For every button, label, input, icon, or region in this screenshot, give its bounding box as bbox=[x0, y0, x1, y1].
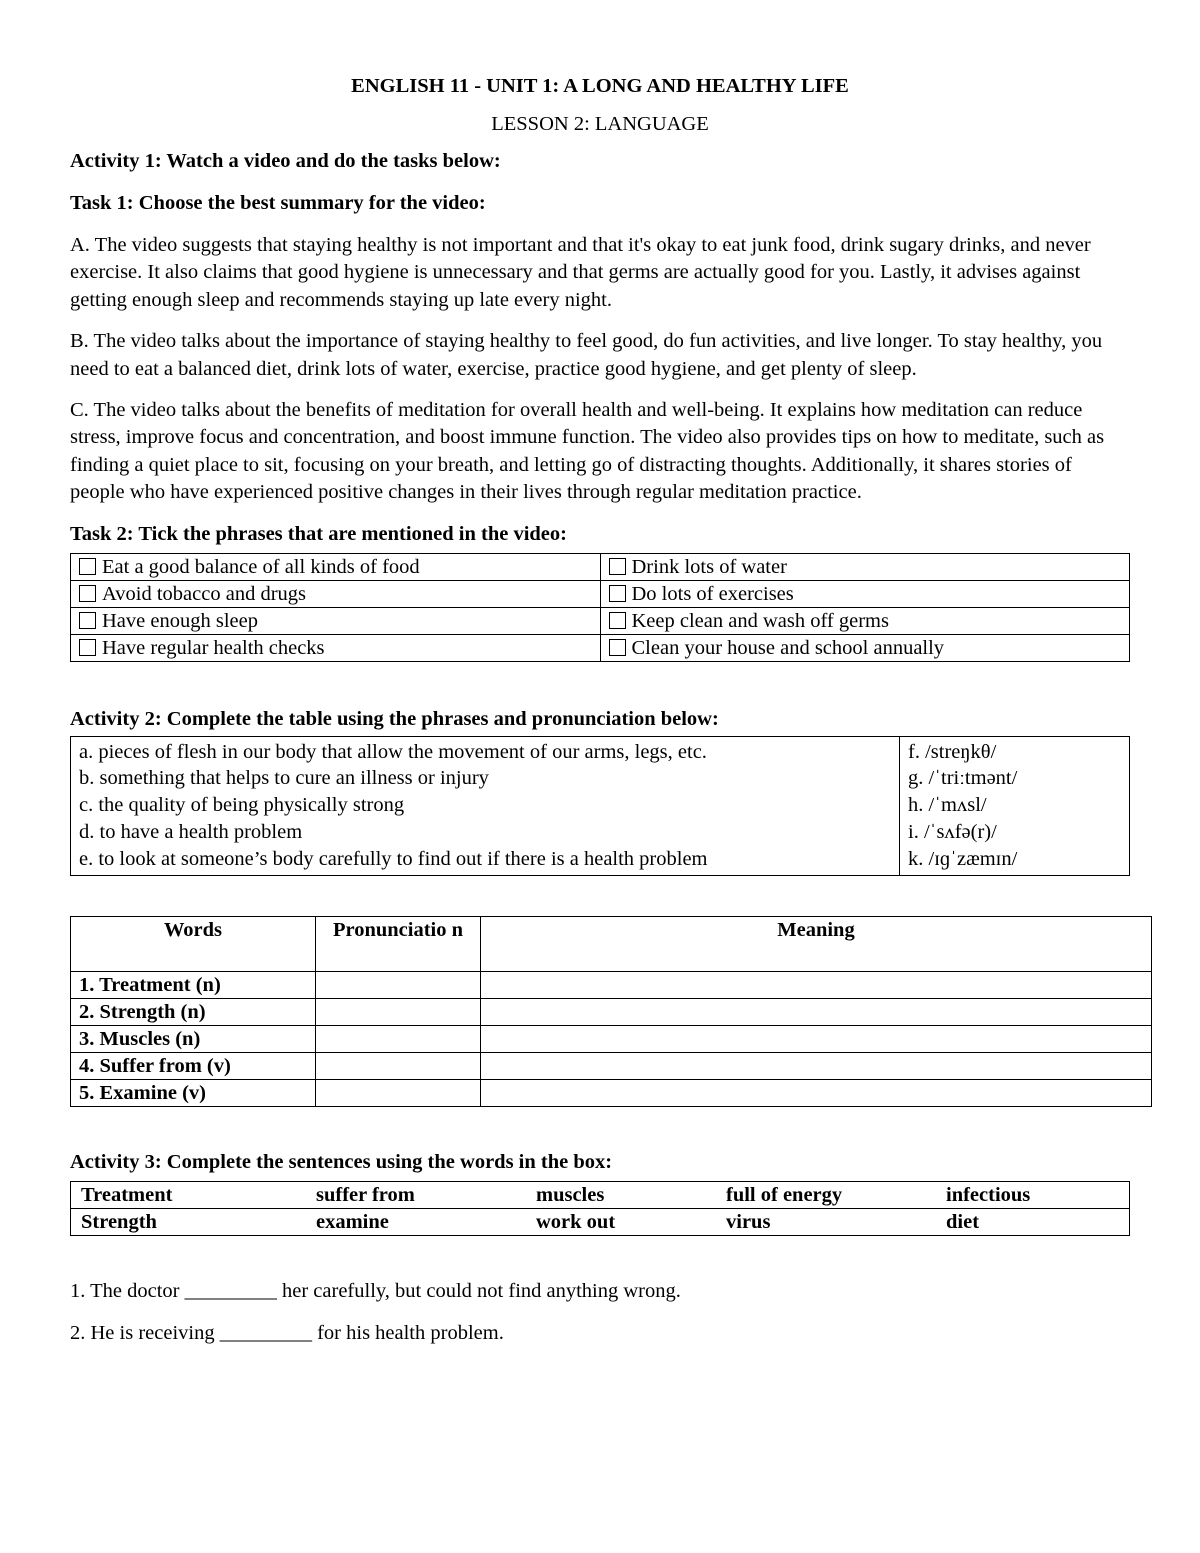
checkbox-icon[interactable] bbox=[79, 639, 96, 656]
tick-cell[interactable] bbox=[600, 553, 1130, 580]
activity1-heading: Activity 1: Watch a video and do the tasks below: bbox=[70, 150, 501, 172]
box-word: Treatment bbox=[81, 1183, 173, 1206]
word-box bbox=[70, 1181, 1130, 1236]
word-cell: 2. Strength (n) bbox=[71, 998, 316, 1025]
pronunciation-cell[interactable] bbox=[316, 998, 481, 1025]
table-row bbox=[71, 634, 1130, 661]
table-row bbox=[71, 1208, 1130, 1235]
pronunciation-item: h. /ˈmʌsl/ bbox=[908, 794, 987, 817]
pronunciation-list bbox=[900, 736, 1130, 875]
pronunciation-cell[interactable] bbox=[316, 1079, 481, 1106]
activity3-heading: Activity 3: Complete the sentences using the words in the box: bbox=[70, 1150, 613, 1173]
word-cell: 5. Examine (v) bbox=[71, 1079, 316, 1106]
table-row bbox=[71, 553, 1130, 580]
summary-option-a: A. The video suggests that staying healthy is not important and that it's okay to eat junk food, drink sugary drinks, and never exercise. It also claims that good hygiene is unnecessary and that germs are actually good for you. Lastly, it advises against getting enough sleep and recommends staying up late every night. bbox=[70, 234, 1091, 311]
tick-phrase: Eat a good balance of all kinds of food bbox=[102, 555, 420, 578]
tick-cell[interactable] bbox=[71, 634, 601, 661]
tick-phrase: Clean your house and school annually bbox=[631, 636, 945, 659]
phrase-item: d. to have a health problem bbox=[79, 821, 303, 844]
sentence-2: 2. He is receiving _________ for his health problem. bbox=[70, 1321, 504, 1344]
box-word: examine bbox=[316, 1210, 389, 1233]
pronunciation-item: k. /ɪɡˈzæmɪn/ bbox=[908, 847, 1018, 870]
header-words: Words bbox=[71, 916, 316, 971]
tick-cell[interactable] bbox=[600, 634, 1130, 661]
box-word: muscles bbox=[536, 1183, 605, 1206]
table-header-row bbox=[71, 916, 1152, 971]
phrase-item: e. to look at someone’s body carefully to find out if there is a health problem bbox=[79, 847, 708, 870]
meaning-cell[interactable] bbox=[481, 1052, 1152, 1079]
page-subtitle: LESSON 2: LANGUAGE bbox=[491, 113, 709, 135]
phrase-item: c. the quality of being physically strong bbox=[79, 794, 405, 817]
box-word: work out bbox=[536, 1210, 616, 1233]
pronunciation-cell[interactable] bbox=[316, 1025, 481, 1052]
phrase-item: b. something that helps to cure an illness or injury bbox=[79, 767, 489, 790]
table-row bbox=[71, 1079, 1152, 1106]
table-row bbox=[71, 1025, 1152, 1052]
worksheet-page bbox=[70, 70, 1130, 1346]
pronunciation-item: g. /ˈtriːtmənt/ bbox=[908, 767, 1018, 790]
tick-phrase: Keep clean and wash off germs bbox=[631, 609, 889, 632]
table-row bbox=[71, 607, 1130, 634]
tick-phrases-table bbox=[70, 553, 1130, 662]
table-row bbox=[71, 971, 1152, 998]
meaning-cell[interactable] bbox=[481, 1025, 1152, 1052]
checkbox-icon[interactable] bbox=[609, 612, 626, 629]
sentence-1: 1. The doctor _________ her carefully, but could not find anything wrong. bbox=[70, 1279, 681, 1302]
tick-cell[interactable] bbox=[600, 607, 1130, 634]
task2-heading: Task 2: Tick the phrases that are mentioned in the video: bbox=[70, 522, 567, 545]
meaning-cell[interactable] bbox=[481, 998, 1152, 1025]
summary-option-c: C. The video talks about the benefits of meditation for overall health and well-being. It explains how meditation can reduce stress, improve focus and concentration, and boost immune function. The video also provides tips on how to meditate, such as finding a quiet place to sit, focusing on your breath, and letting go of distracting thoughts. Additionally, it shares stories of people who have experienced positive changes in their lives through regular meditation practice. bbox=[70, 399, 1105, 504]
box-word: diet bbox=[946, 1210, 980, 1233]
box-word: infectious bbox=[946, 1183, 1031, 1206]
table-row bbox=[71, 998, 1152, 1025]
tick-phrase: Do lots of exercises bbox=[631, 582, 794, 605]
phrases-pronunciation-box bbox=[70, 736, 1130, 876]
words-table bbox=[70, 916, 1152, 1107]
checkbox-icon[interactable] bbox=[609, 639, 626, 656]
header-pronunciation: Pronunciatio n bbox=[316, 916, 481, 971]
task1-heading: Task 1: Choose the best summary for the video: bbox=[70, 192, 486, 214]
checkbox-icon[interactable] bbox=[609, 558, 626, 575]
summary-option-b: B. The video talks about the importance of staying healthy to feel good, do fun activities, and live longer. To stay healthy, you need to eat a balanced diet, drink lots of water, exercise, practice good hygiene, and get plenty of sleep. bbox=[70, 330, 1103, 380]
table-row bbox=[71, 580, 1130, 607]
tick-cell[interactable] bbox=[600, 580, 1130, 607]
phrases-list bbox=[71, 736, 900, 875]
tick-cell[interactable] bbox=[71, 553, 601, 580]
tick-cell[interactable] bbox=[71, 580, 601, 607]
box-word: suffer from bbox=[316, 1183, 415, 1206]
tick-cell[interactable] bbox=[71, 607, 601, 634]
pronunciation-item: f. /streŋkθ/ bbox=[908, 740, 997, 763]
word-cell: 4. Suffer from (v) bbox=[71, 1052, 316, 1079]
pronunciation-item: i. /ˈsʌfə(r)/ bbox=[908, 821, 997, 844]
page-title: ENGLISH 11 - UNIT 1: A LONG AND HEALTHY LIFE bbox=[351, 75, 849, 97]
header-meaning: Meaning bbox=[481, 916, 1152, 971]
checkbox-icon[interactable] bbox=[79, 585, 96, 602]
checkbox-icon[interactable] bbox=[609, 585, 626, 602]
tick-phrase: Have regular health checks bbox=[102, 636, 325, 659]
box-word: Strength bbox=[81, 1210, 157, 1233]
phrase-item: a. pieces of flesh in our body that allow the movement of our arms, legs, etc. bbox=[79, 740, 707, 763]
tick-phrase: Drink lots of water bbox=[631, 555, 787, 578]
pronunciation-cell[interactable] bbox=[316, 971, 481, 998]
tick-phrase: Have enough sleep bbox=[102, 609, 258, 632]
checkbox-icon[interactable] bbox=[79, 612, 96, 629]
tick-phrase: Avoid tobacco and drugs bbox=[102, 582, 306, 605]
box-word: virus bbox=[726, 1210, 771, 1233]
meaning-cell[interactable] bbox=[481, 1079, 1152, 1106]
box-word: full of energy bbox=[726, 1183, 843, 1206]
pronunciation-cell[interactable] bbox=[316, 1052, 481, 1079]
table-row bbox=[71, 1052, 1152, 1079]
word-cell: 1. Treatment (n) bbox=[71, 971, 316, 998]
table-row bbox=[71, 1181, 1130, 1208]
word-cell: 3. Muscles (n) bbox=[71, 1025, 316, 1052]
meaning-cell[interactable] bbox=[481, 971, 1152, 998]
checkbox-icon[interactable] bbox=[79, 558, 96, 575]
activity2-heading: Activity 2: Complete the table using the phrases and pronunciation below: bbox=[70, 707, 719, 730]
